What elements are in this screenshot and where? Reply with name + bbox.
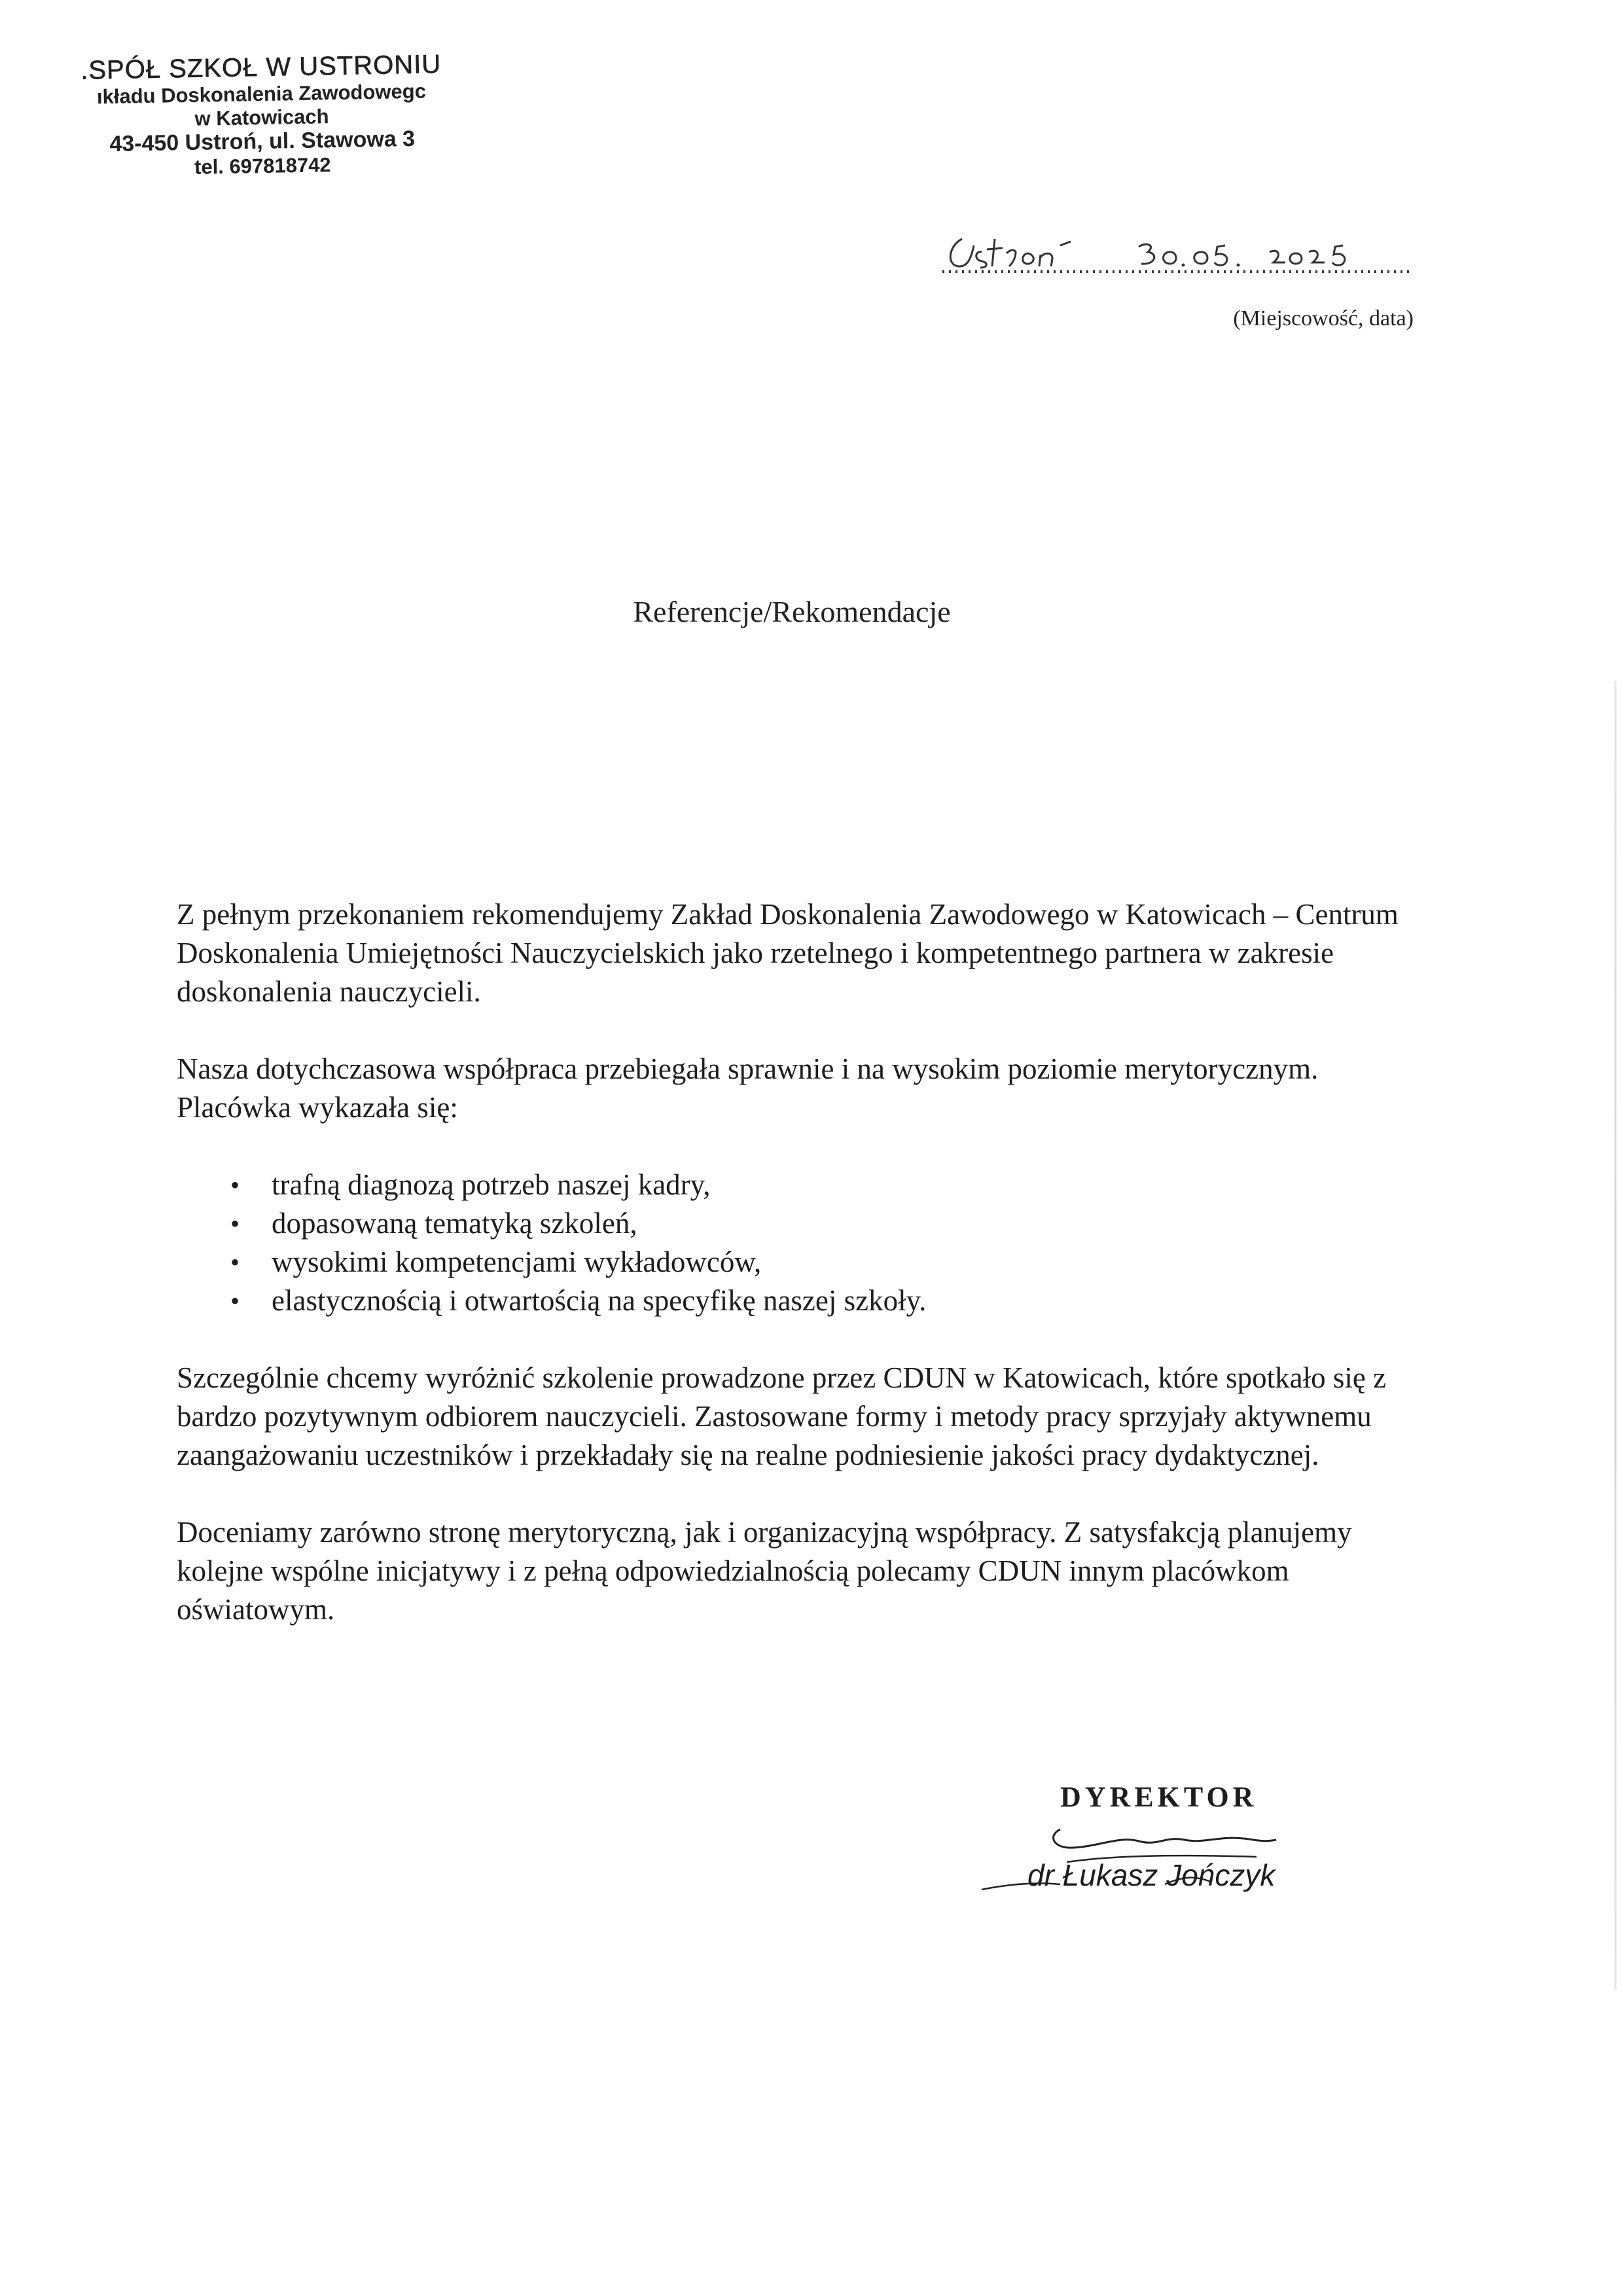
handwritten-place-date-drawing bbox=[942, 226, 1414, 298]
document-title: Referencje/Rekomendacje bbox=[633, 595, 951, 628]
handwritten-place-date bbox=[942, 226, 1414, 298]
bullet-icon: • bbox=[230, 1170, 240, 1200]
stamp-line-school: .SPÓŁ SZKOŁ W USTRONIU bbox=[80, 50, 442, 85]
signature-name: dr Łukasz Jończyk bbox=[1027, 1858, 1275, 1892]
stamp-line-address: 43-450 Ustroń, ul. Stawowa 3 bbox=[109, 126, 416, 157]
paragraph-training: Szczególnie chcemy wyróżnić szkolenie prowadzone przez CDUN w Katowicach, które spotkało się z bardzo pozytywnym odbiorem nauczycieli. Zastosowane formy i metody pracy sprzyjały aktywnemu zaangażowaniu uczestników i przekładały się na realne podniesienie jakości pracy dydaktycznej. bbox=[177, 1361, 1387, 1471]
bullet-icon: • bbox=[230, 1286, 240, 1316]
qualities-list bbox=[177, 1166, 1420, 1320]
list-item-text: dopasowaną tematyką szkoleń, bbox=[272, 1207, 637, 1240]
stamp-line-institution: ıkładu Doskonalenia Zawodowegc bbox=[96, 79, 427, 109]
list-item bbox=[177, 1204, 1420, 1243]
place-date-caption: (Miejscowość, data) bbox=[1233, 306, 1414, 331]
institution-stamp bbox=[77, 49, 446, 181]
list-item bbox=[177, 1282, 1420, 1320]
stamp-line-city: w Katowicach bbox=[194, 104, 329, 130]
letter-body bbox=[177, 895, 1420, 1668]
list-item bbox=[177, 1243, 1420, 1282]
scan-edge-shadow bbox=[1614, 681, 1616, 1990]
bullet-icon: • bbox=[230, 1247, 240, 1277]
list-item-text: wysokimi kompetencjami wykładowców, bbox=[272, 1246, 762, 1278]
bullet-icon: • bbox=[230, 1209, 240, 1238]
list-item-text: elastycznością i otwartością na specyfikę naszej szkoły. bbox=[272, 1284, 927, 1317]
paragraph-closing: Doceniamy zarówno stronę merytoryczną, jak i organizacyjną współpracy. Z satysfakcją planujemy kolejne wspólne inicjatywy i z pełną odpowiedzialnością polecamy CDUN innym placówkom oświatowym. bbox=[177, 1516, 1352, 1626]
list-item bbox=[177, 1166, 1420, 1204]
signature-role: DYREKTOR bbox=[1060, 1781, 1258, 1813]
signature-block bbox=[969, 1780, 1361, 1931]
paragraph-cooperation: Nasza dotychczasowa współpraca przebiegała sprawnie i na wysokim poziomie merytorycznym. Placówka wykazała się: bbox=[177, 1052, 1319, 1124]
list-item-text: trafną diagnozą potrzeb naszej kadry, bbox=[272, 1168, 711, 1201]
paragraph-recommendation: Z pełnym przekonaniem rekomendujemy Zakład Doskonalenia Zawodowego w Katowicach – Centrum Doskonalenia Umiejętności Nauczycielskich jako rzetelnego i kompetentnego partnera w zakresie doskonalenia nauczycieli. bbox=[177, 898, 1399, 1008]
stamp-line-phone: tel. 697818742 bbox=[194, 153, 331, 179]
